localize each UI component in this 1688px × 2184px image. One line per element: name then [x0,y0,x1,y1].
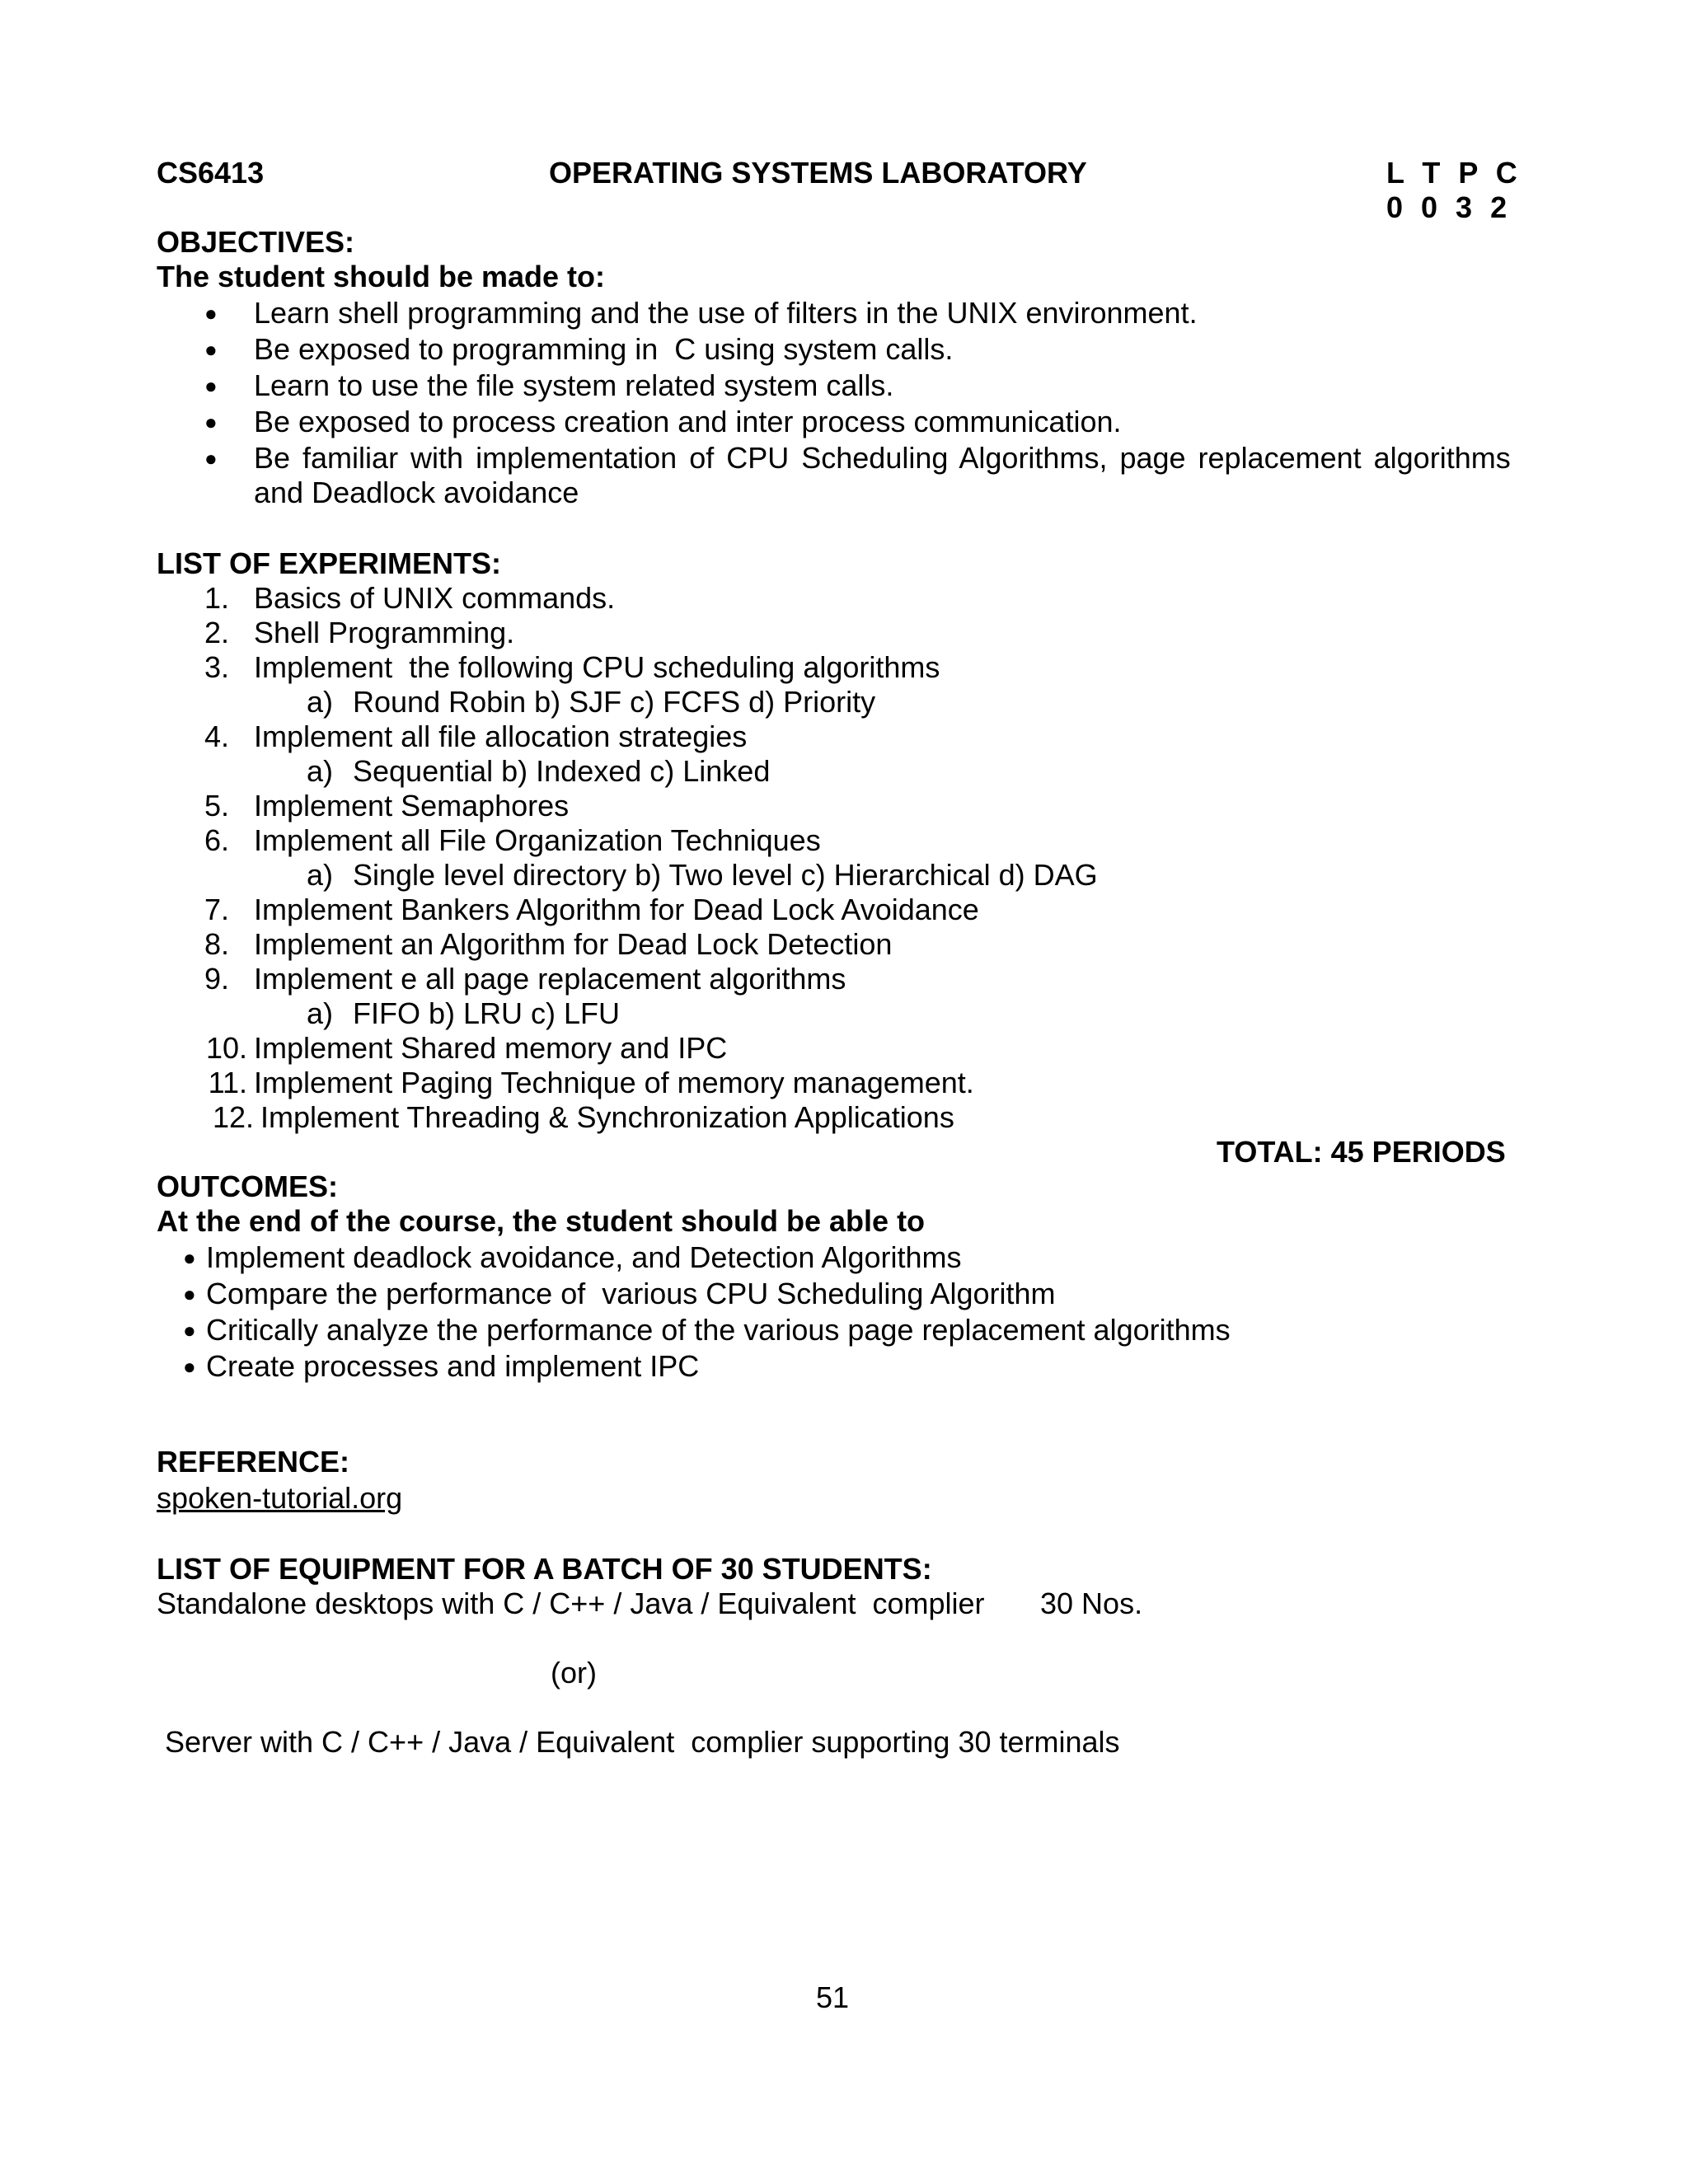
experiment-subitem-letter: a) [306,685,333,719]
outcome-item: Create processes and implement IPC [206,1349,700,1383]
experiment-item: Implement Shared memory and IPC [254,1031,728,1065]
experiment-number: 4. [204,719,229,753]
outcome-item: Implement deadlock avoidance, and Detection Algorithms [206,1240,962,1274]
experiment-subitem-letter: a) [306,996,333,1030]
experiment-item: Shell Programming. [254,616,515,649]
outcome-item: Critically analyze the performance of the various page replacement algorithms [206,1313,1231,1347]
bullet-icon: ● [204,301,218,326]
experiment-number: 5. [204,789,229,823]
experiment-subitem-letter: a) [306,858,333,892]
bullet-icon: ● [183,1354,196,1379]
objective-item-continued: and Deadlock avoidance [254,476,579,509]
objective-item: Be exposed to process creation and inter process communication. [254,405,1122,438]
experiment-item: Implement Paging Technique of memory management. [254,1066,974,1099]
experiment-subitem: FIFO b) LRU c) LFU [353,996,621,1030]
experiment-number: 1. [204,581,229,615]
ltpc-labels: L T P C [1386,156,1522,190]
bullet-icon: ● [183,1318,196,1343]
objective-item: Be familiar with implementation of CPU Scheduling Algorithms, page replacement algorithms [254,441,1511,475]
experiments-heading: LIST OF EXPERIMENTS: [157,546,502,580]
outcomes-intro: At the end of the course, the student should be able to [157,1204,926,1238]
total-periods: TOTAL: 45 PERIODS [1217,1135,1506,1169]
experiment-item: Implement an Algorithm for Dead Lock Detection [254,927,893,961]
bullet-icon: ● [204,373,218,398]
experiment-item: Implement the following CPU scheduling algorithms [254,650,940,684]
experiment-item: Implement Threading & Synchronization Applications [260,1100,954,1134]
experiment-subitem: Single level directory b) Two level c) Hierarchical d) DAG [353,858,1098,892]
experiment-subitem: Round Robin b) SJF c) FCFS d) Priority [353,685,876,719]
experiment-number: 3. [204,650,229,684]
outcome-item: Compare the performance of various CPU Scheduling Algorithm [206,1277,1056,1310]
objective-item: Learn to use the file system related system calls. [254,368,894,402]
equipment-heading: LIST OF EQUIPMENT FOR A BATCH OF 30 STUDENTS: [157,1552,932,1586]
experiment-number: 11. [208,1066,247,1099]
equipment-quantity: 30 Nos. [1040,1586,1143,1620]
course-code: CS6413 [157,156,265,190]
experiment-number: 7. [204,893,229,926]
page-number: 51 [816,1980,850,2014]
experiment-number: 10. [205,1031,247,1065]
equipment-line-2: Server with C / C++ / Java / Equivalent complier supporting 30 terminals [165,1725,1120,1759]
experiment-item: Basics of UNIX commands. [254,581,616,615]
bullet-icon: ● [204,410,218,434]
objectives-heading: OBJECTIVES: [157,225,355,259]
outcomes-heading: OUTCOMES: [157,1169,338,1203]
bullet-icon: ● [204,446,218,471]
experiment-item: Implement all file allocation strategies [254,719,748,753]
experiment-number: 8. [204,927,229,961]
reference-heading: REFERENCE: [157,1445,350,1479]
experiment-subitem: Sequential b) Indexed c) Linked [353,754,771,788]
experiment-number: 9. [204,962,229,996]
objective-item: Learn shell programming and the use of filters in the UNIX environment. [254,296,1198,330]
experiment-item: Implement Semaphores [254,789,570,823]
course-title: OPERATING SYSTEMS LABORATORY [549,156,1087,190]
experiment-number: 6. [204,823,229,857]
equipment-line-1: Standalone desktops with C / C++ / Java / Equivalent complier [157,1586,985,1620]
experiment-number: 2. [204,616,229,649]
experiment-item: Implement all File Organization Techniques [254,823,821,857]
experiment-number: 12. [212,1100,254,1134]
experiment-subitem-letter: a) [306,754,333,788]
ltpc-values: 0 0 3 2 [1386,190,1512,224]
experiment-item: Implement Bankers Algorithm for Dead Lock Avoidance [254,893,979,926]
reference-link[interactable]: spoken-tutorial.org [157,1481,403,1515]
bullet-icon: ● [183,1282,196,1306]
bullet-icon: ● [183,1245,196,1270]
equipment-or: (or) [551,1656,597,1690]
objectives-intro: The student should be made to: [157,260,606,293]
objective-item: Be exposed to programming in C using system calls. [254,332,954,366]
bullet-icon: ● [204,337,218,362]
experiment-item: Implement e all page replacement algorithms [254,962,846,996]
